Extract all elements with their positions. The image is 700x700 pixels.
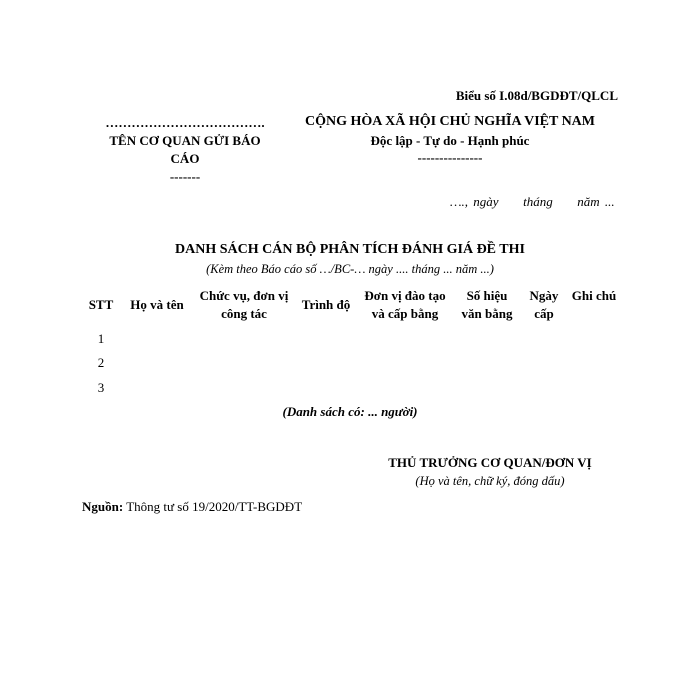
agency-block	[80, 114, 290, 186]
table-row-stt: 2	[97, 355, 105, 370]
agency-dashes: -------	[169, 169, 201, 184]
nation-motto: Độc lập - Tự do - Hạnh phúc	[370, 133, 530, 148]
date-line	[450, 194, 615, 210]
source-line	[82, 499, 302, 515]
table-row-stt: 1	[97, 331, 105, 346]
date-year: năm ...	[577, 194, 615, 209]
form-code: Biểu số I.08d/BGDĐT/QLCL	[455, 88, 618, 103]
header-full-name: Họ và tên	[130, 297, 184, 312]
list-count: (Danh sách có: ... người)	[282, 404, 418, 419]
source-label: Nguồn:	[82, 499, 124, 514]
source-text: Thông tư số 19/2020/TT-BGDĐT	[126, 499, 303, 514]
header-stt: STT	[88, 297, 114, 312]
table-row-stt: 3	[97, 380, 105, 395]
agency-name: TÊN CƠ QUAN GỬI BÁO CÁO	[109, 133, 261, 166]
signature-title: THỦ TRƯỞNG CƠ QUAN/ĐƠN VỊ	[388, 455, 592, 470]
nation-name: CỘNG HÒA XÃ HỘI CHỦ NGHĨA VIỆT NAM	[304, 114, 595, 129]
nation-divider: ---------------	[417, 150, 483, 165]
nation-block	[300, 112, 600, 167]
header-issue-date: Ngày cấp	[529, 288, 559, 321]
document-title: DANH SÁCH CÁN BỘ PHÂN TÍCH ĐÁNH GIÁ ĐỀ THI	[175, 242, 525, 257]
header-position-unit: Chức vụ, đơn vị công tác	[199, 288, 289, 321]
header-training-unit: Đơn vị đào tạo và cấp bằng	[364, 288, 446, 321]
header-qualification: Trình độ	[301, 297, 351, 312]
agency-dots: ……………………………….	[105, 115, 265, 130]
header-notes: Ghi chú	[571, 288, 617, 303]
date-month: tháng	[523, 194, 553, 209]
signature-note: (Họ và tên, chữ ký, đóng dấu)	[415, 474, 565, 488]
header-diploma-number: Số hiệu văn bằng	[461, 288, 513, 321]
date-place: …., ngày	[450, 194, 499, 209]
document-subtitle: (Kèm theo Báo cáo số …/BC-… ngày .... tháng ... năm ...)	[206, 262, 494, 276]
